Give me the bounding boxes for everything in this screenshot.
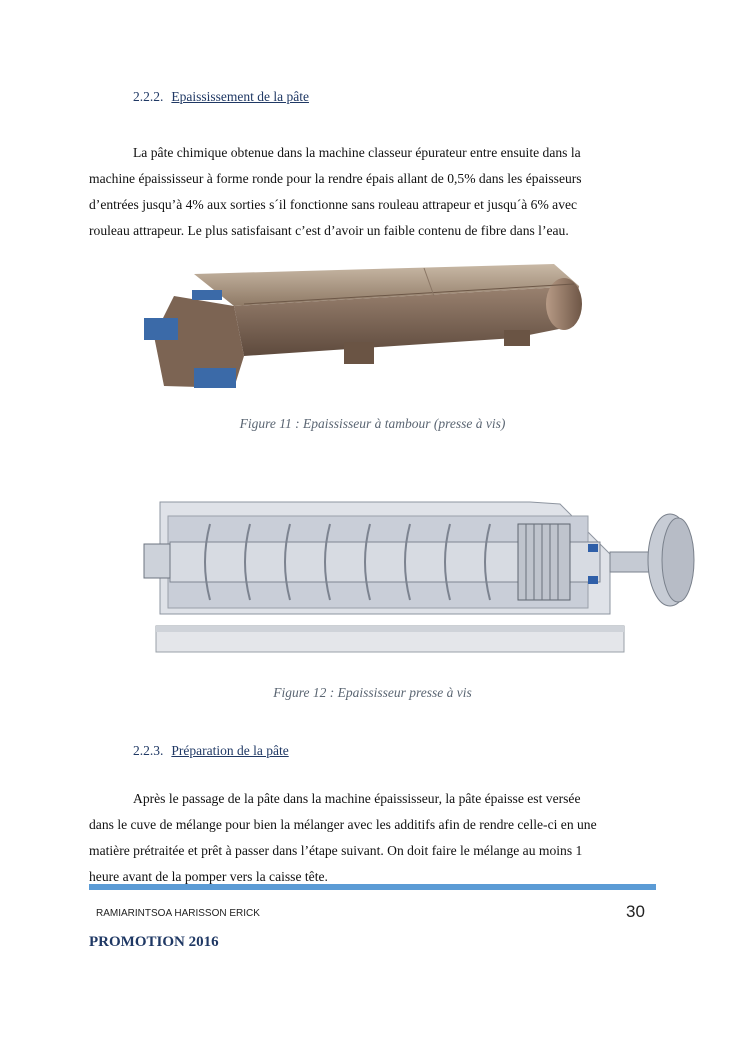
figure-12-caption: Figure 12 : Epaississeur presse à vis [273,685,472,700]
section-title: Préparation de la pâte [171,743,289,758]
section-number: 2.2.3. [133,743,164,758]
footer-rule [89,884,656,890]
section-title: Epaississement de la pâte [171,89,309,104]
section-heading-2-2-2 [133,89,309,105]
paragraph-preparation [89,786,651,890]
figure-12-screw-press-image [140,494,695,656]
paragraph-line: rouleau attrapeur. Le plus satisfaisant c’est d’avoir un faible contenu de fibre dans l’eau. [89,223,569,238]
paragraph-epaississement [89,140,651,244]
page-number: 30 [626,902,645,921]
figure-11-caption: Figure 11 : Epaississeur à tambour (presse à vis) [239,416,506,431]
paragraph-line: machine épaississeur à forme ronde pour la rendre épais allant de 0,5% dans les épaisseurs [89,171,582,186]
footer-promotion: PROMOTION 2016 [89,934,219,950]
paragraph-line: La pâte chimique obtenue dans la machine classeur épurateur entre ensuite dans la [133,145,581,160]
section-heading-2-2-3 [133,743,289,759]
section-number: 2.2.2. [133,89,164,104]
footer-author: RAMIARINTSOA HARISSON ERICK [96,908,260,919]
paragraph-line: dans le cuve de mélange pour bien la mélanger avec les additifs afin de rendre celle-ci en une [89,817,597,832]
paragraph-line: d’entrées jusqu’à 4% aux sorties s´il fonctionne sans rouleau attrapeur et jusqu´à 6% avec [89,197,578,212]
paragraph-line: Après le passage de la pâte dans la machine épaississeur, la pâte épaisse est versée [133,791,581,806]
paragraph-line: matière prétraitée et prêt à passer dans l’étape suivant. On doit faire le mélange au moins 1 [89,843,583,858]
paragraph-line: heure avant de la pomper vers la caisse tête. [89,869,328,884]
figure-11-drum-thickener-image [134,256,584,396]
